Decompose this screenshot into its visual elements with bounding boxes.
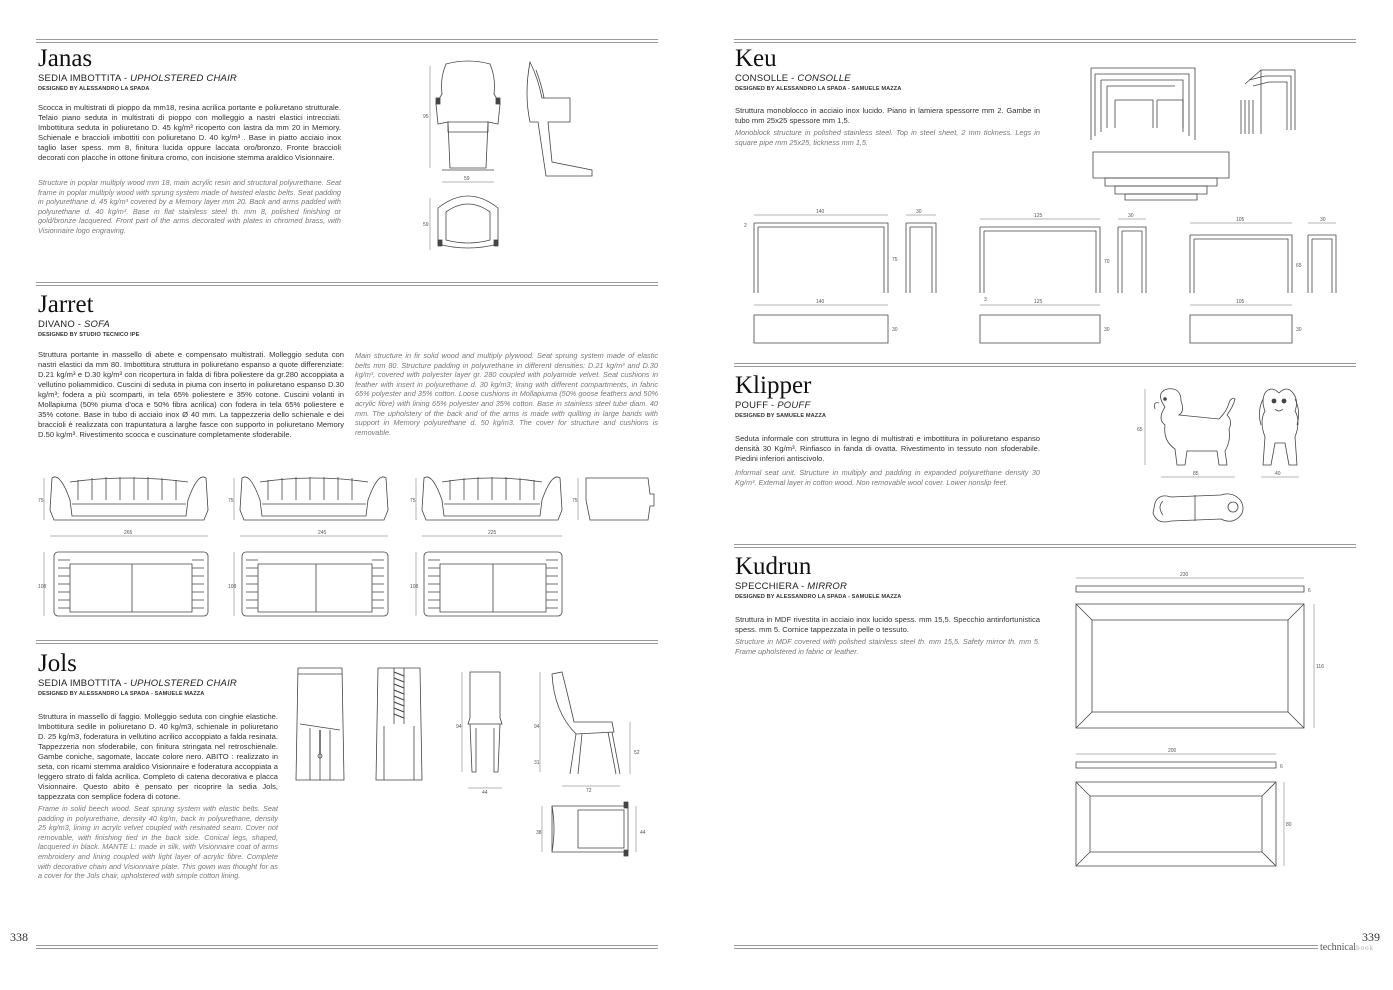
jols-dim-h3: 52 — [634, 750, 640, 756]
keu-dim-30d: 30 — [1104, 327, 1110, 333]
keu-dim-30f: 30 — [1296, 327, 1302, 333]
description-en-keu: Monoblock structure in polished stainless steel. Top in steel sheet, 2 mm tickness. Legs in square pipe mm 25x25, tickness mm 1,5. — [735, 128, 1040, 147]
section-rule-klipper — [734, 363, 1356, 367]
top-rule-left — [36, 39, 658, 43]
keu-dim-65: 65 — [1296, 263, 1302, 269]
description-it-keu: Struttura monoblocco in acciaio inox lucido. Piano in lamiera spessorre mm 2. Gambe in tubo mm 25x25 spessore mm 1,5. — [735, 106, 1040, 125]
section-rule-kudrun — [734, 544, 1356, 548]
jols-dim-h2: 94 — [534, 724, 540, 730]
jarret-front-225 — [410, 477, 562, 536]
product-title-jols: Jols — [38, 650, 77, 677]
klipper-dim-l: 85 — [1193, 471, 1199, 477]
keu-dim-30a: 30 — [916, 209, 922, 215]
product-category-klipper: POUFF - POUFF — [735, 400, 811, 411]
keu-orthographic-drawings — [740, 205, 1340, 350]
janas-chair-drawings — [420, 58, 600, 273]
bottom-rule-right — [734, 945, 1318, 949]
jarret-sofa-drawings — [36, 470, 666, 620]
janas-dim-width: 59 — [464, 176, 470, 182]
description-en-klipper: Informal seat unit. Structure in multiply and padding in expanded polyurethane density 30 Kg/m³. External layer in cotton wood. Non removable wool cover. Lower nonslip feet. — [735, 468, 1040, 487]
kudrun-dim-80: 80 — [1286, 822, 1292, 828]
jarret-front-245 — [228, 477, 388, 536]
section-rule-jols — [36, 640, 658, 644]
kudrun-dim-6b: 6 — [1280, 764, 1283, 770]
keu-dim-3: 3 — [984, 297, 987, 303]
description-it-jarret: Struttura portante in massello di abete e compensato multistrati. Molleggio seduta con nastri elastici da mm 80. Imbottitura struttura in poliuretano espanso a quote differenziate: D.21 kg/m³ e D.30 kg/m³ con ricopertura in falda di fibra poliestere da gr.280 accoppiata a vellutino poliammidico. Cuscini di seduta in piuma con inserto in poliuretano espanso D.30 kg/m³; fodera a più scomparti, in tela 65% poliestere e 35% cotone. Cuscini volanti in Mollapiuma (50% piuma d'oca e 50% fibra acrilica) con fodera in tela 65% poliestere e 35% cotone. Base in tubo di acciaio inox Ø 40 mm. La tappezzeria dello schienale e dei braccioli è realizzata con trapuntatura a larghe fasce con supporto in poliuretano Memory D.50 kg/m³. Rivestimento scocca e cuscinature completamente sfoderabile. — [38, 350, 344, 439]
product-designer-klipper: DESIGNED BY SAMUELE MAZZA — [735, 413, 826, 419]
janas-dim-height: 95 — [423, 114, 429, 120]
keu-dim-75: 75 — [892, 257, 898, 263]
jols-dim-top-d: 44 — [640, 830, 646, 836]
jarret-front-265 — [38, 477, 208, 536]
product-category-janas: SEDIA IMBOTTITA - UPHOLSTERED CHAIR — [38, 73, 237, 84]
description-en-kudrun: Structure in MDF covered with polished stainless steel th. mm 15,5. Safety mirror th. mm 5. Frame upholstered in fabric or leather. — [735, 637, 1040, 656]
keu-dim-125a: 125 — [1034, 213, 1043, 219]
product-category-keu: CONSOLLE - CONSOLLE — [735, 73, 851, 84]
kudrun-dim-6a: 6 — [1308, 588, 1311, 594]
keu-dim-30c: 30 — [1128, 213, 1134, 219]
description-it-jols: Struttura in massello di faggio. Molleggio seduta con cinghie elastiche. Imbottitura sedile in poliuretano D. 40 kg/m3, schienale in poliuretano D. 25 kg/m3, foderatura in vellutino acrilico accoppiato a falda resinata. Tappezzeria non sfoderabile, con finitura stringata nel retroschienale. Gambe coniche, sagomate, laccate colore nero. ABITO : realizzato in seta, con ricami stemma araldico Visionnaire e foderatura accoppiata a leggero strato di falda acrilica. Completo di catena decorativa e placca Visionnaire. Questo abito è pensato per ricoprire la sedia Jols, tappezzata con semplice fodera di cotone. — [38, 712, 278, 801]
product-title-jarret: Jarret — [38, 291, 94, 318]
keu-dim-125b: 125 — [1034, 299, 1043, 305]
page-number-left: 338 — [10, 930, 28, 944]
jols-dim-seat: 31 — [534, 760, 540, 766]
keu-dim-105b: 105 — [1236, 299, 1245, 305]
jarret-dim-h4: 75 — [572, 498, 578, 504]
jarret-dim-h1: 75 — [38, 498, 44, 504]
jarret-side — [572, 478, 654, 520]
jols-dim-w1: 44 — [482, 790, 488, 796]
kudrun-dim-116: 116 — [1316, 664, 1324, 670]
kudrun-dim-230: 230 — [1180, 572, 1189, 578]
jarret-dim-w2: 245 — [318, 530, 327, 536]
jarret-dim-d3: 108 — [410, 584, 419, 590]
keu-dim-30e: 30 — [1320, 217, 1326, 223]
jols-dim-d1: 72 — [586, 788, 592, 794]
jarret-dim-d2: 108 — [228, 584, 237, 590]
product-category-jols: SEDIA IMBOTTITA - UPHOLSTERED CHAIR — [38, 678, 237, 689]
janas-dim-depth: 59 — [423, 222, 429, 228]
jarret-top-views — [38, 552, 562, 616]
description-en-jarret: Main structure in fir solid wood and multiply plywood. Seat sprung system made of elastic belts mm 80. Structure padding in polyurethane in different densities: D.21 kg/m³ and D.30 kg/m³, covered with polyester layer gr. 280 coupled with polyamide velvet. Seat cushions in feather with insert in polyurethane d. 30 kg/m3; lining with different compartments, in fabric 65% polyester and 35% cotton. Loose cushions in Mollapiuma (50% goose feathers and 50% acrylic fibre) with lining 65% polyester and 35% cotton. Base in stainless steel tube diam. 40 mm. The upholstery of the back and of the arms is made with quilting in large bands with support in Memory polyurethane d. 50 kg/m3. The cover for structure and cushions is removable. — [355, 351, 658, 437]
keu-dim-140a: 140 — [816, 209, 825, 215]
product-title-keu: Keu — [735, 45, 777, 72]
page-number-right: 339 — [1362, 930, 1380, 944]
jarret-dim-d1: 108 — [38, 584, 47, 590]
product-designer-keu: DESIGNED BY ALESSANDRO LA SPADA - SAMUELE MAZZA — [735, 86, 902, 92]
jarret-dim-w1: 265 — [124, 530, 133, 536]
description-it-kudrun: Struttura in MDF rivestita in acciaio inox lucido spess. mm 15,5. Specchio antinfortunistica spess. mm 5. Cornice tappezzata in pelle o tessuto. — [735, 615, 1040, 634]
keu-dim-105a: 105 — [1236, 217, 1245, 223]
jols-chair-drawings — [290, 664, 650, 864]
product-designer-janas: DESIGNED BY ALESSANDRO LA SPADA — [38, 86, 150, 92]
product-designer-jarret: DESIGNED BY STUDIO TECNICO IPE — [38, 332, 140, 338]
product-category-jarret: DIVANO - SOFA — [38, 319, 110, 330]
description-it-klipper: Seduta informale con struttura in legno di multistrati e imbottitura in poliuretano espanso densità 30 Kg/m³. Rinfiasco in fanda di ovatta. Rivestimento in tessuto non sfoderabile. Piedini inferiori antiscivolo. — [735, 434, 1040, 463]
kudrun-dim-200: 200 — [1168, 748, 1177, 754]
keu-dim-140b: 140 — [816, 299, 825, 305]
product-title-klipper: Klipper — [735, 372, 812, 399]
product-designer-kudrun: DESIGNED BY ALESSANDRO LA SPADA - SAMUELE MAZZA — [735, 594, 902, 600]
klipper-dim-w: 40 — [1275, 471, 1281, 477]
klipper-pouff-drawings — [1135, 385, 1310, 530]
description-en-janas: Structure in poplar multiply wood mm 18, main acrylic resin and structural polyurethane. Seat frame in poplar multiply wood with sprung system made of twisted elastic belts. Seat padding in polyurethane d. 45 kg/m³ covered by a Memory layer mm 20. Back and arms padded with polyurethane d. 40 kg/m³. Base in flat stainless steel th. mm 8, polished finishing or gold/bronze lacquered. Front part of the arms decorated with plates in chromed brass, with Visionnaire logo engraving. — [38, 178, 341, 235]
keu-dim-30b: 30 — [892, 327, 898, 333]
jarret-dim-h3: 75 — [410, 498, 416, 504]
product-title-janas: Janas — [38, 45, 93, 72]
description-en-jols: Frame in solid beech wood. Seat sprung system with elastic belts. Seat padding in polyurethane, density 40 kg/m, back in polyurethane, density 25 kg/m3, lining in acrylc velvet coupled with resinated seam. Cover not removable, with finishing tied in the back side. Conical legs, shaped, lacquered in black. MANTE L: made in silk, with Visionnaire coat of arms embroidery and lining coupled with light layer of acrylic fibre. Complete with decorative chain and Visionnaire plate. This gown was thought for as a cover for the Jols chair, upholstered with simple cotton lining. — [38, 804, 278, 881]
keu-perspective-drawings — [1085, 60, 1305, 210]
product-designer-jols: DESIGNED BY ALESSANDRO LA SPADA - SAMUELE MAZZA — [38, 691, 205, 697]
product-category-kudrun: SPECCHIERA - MIRROR — [735, 581, 848, 592]
description-it-janas: Scocca in multistrati di pioppo da mm18, resina acrilica portante e poliuretano strutturale. Telaio piano seduta in multistrati di pioppo con molleggio a nastri elastici intrecciati. Imbottitura seduta in poliuretano D. 45 kg/m³ ricoperto con lastra da mm 20 in Memory. Schienale e braccioli imbottiti con poliuretano D. 40 kg/m³ . Base in piatto acciaio inox taglio laser spess. mm 8, finitura lucida oppure laccata oro/bronzo. Fronte braccioli decorati con placche in ottone finitura cromo, con incisione stemma araldico Visionnaire. — [38, 103, 341, 162]
kudrun-mirror-drawings — [1070, 568, 1325, 888]
klipper-dim-h: 65 — [1137, 427, 1143, 433]
top-rule-right — [734, 39, 1356, 43]
bottom-rule-left — [36, 945, 658, 949]
section-rule-jarret — [36, 282, 658, 286]
keu-dim-70: 70 — [1104, 259, 1110, 265]
jarret-dim-h2: 75 — [228, 498, 234, 504]
jarret-dim-w3: 225 — [488, 530, 497, 536]
jols-dim-top-w: 38 — [536, 830, 542, 836]
jols-dim-h1: 94 — [456, 724, 462, 730]
product-title-kudrun: Kudrun — [735, 553, 812, 580]
brand-logo: technicalbook — [1320, 942, 1375, 953]
keu-dim-2: 2 — [744, 223, 747, 229]
